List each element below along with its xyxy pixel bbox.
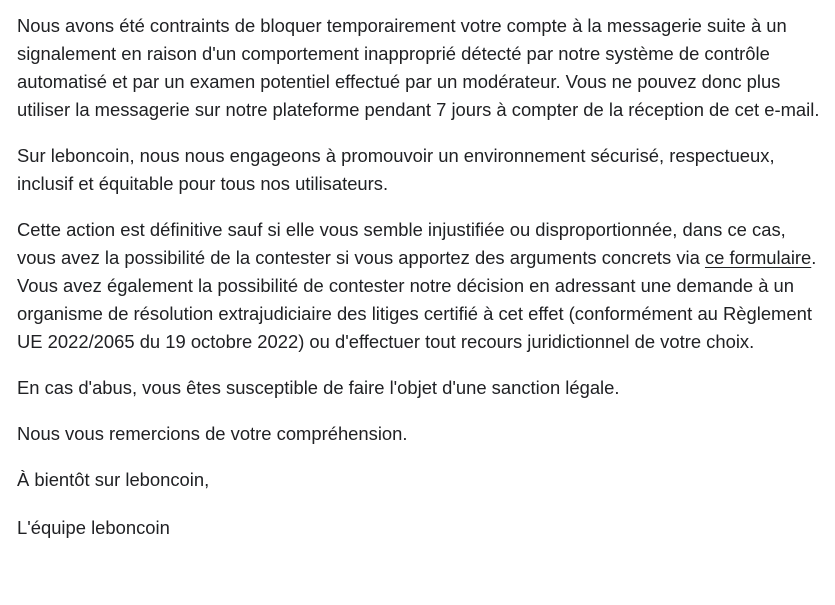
abuse-warning-paragraph: En cas d'abus, vous êtes susceptible de faire l'objet d'une sanction légale.: [17, 377, 620, 398]
email-body: [17, 12, 829, 560]
signature: L'équipe leboncoin: [17, 517, 170, 538]
block-notice-paragraph: Nous avons été contraints de bloquer temporairement votre compte à la messagerie suite à un signalement en raison d'un comportement inapproprié détecté par notre système de contrôle automatisé et par un examen potentiel effectué par un modérateur. Vous ne pouvez donc plus utiliser la messagerie sur notre plateforme pendant 7 jours à compter de la réception de cet e-mail.: [17, 15, 820, 120]
thanks-paragraph: Nous vous remercions de votre compréhension.: [17, 423, 408, 444]
appeal-paragraph: [17, 216, 829, 356]
appeal-text-before-link: Cette action est définitive sauf si elle vous semble injustifiée ou disproportionnée, dans ce cas, vous avez la possibilité de la contester si vous apportez des arguments concrets via: [17, 219, 786, 268]
closing-line: À bientôt sur leboncoin,: [17, 469, 210, 490]
contest-form-link[interactable]: ce formulaire: [704, 247, 812, 268]
appeal-text-after-link: . Vous avez également la possibilité de contester notre décision en adressant une demande à un organisme de résolution extrajudiciaire des litiges certifié à cet effet (conformément au Règlement UE 2022/2065 du 19 octobre 2022) ou d'effectuer tout recours juridictionnel de votre choix.: [17, 247, 817, 352]
commitment-paragraph: Sur leboncoin, nous nous engageons à promouvoir un environnement sécurisé, respectueux, inclusif et équitable pour tous nos utilisateurs.: [17, 145, 775, 194]
